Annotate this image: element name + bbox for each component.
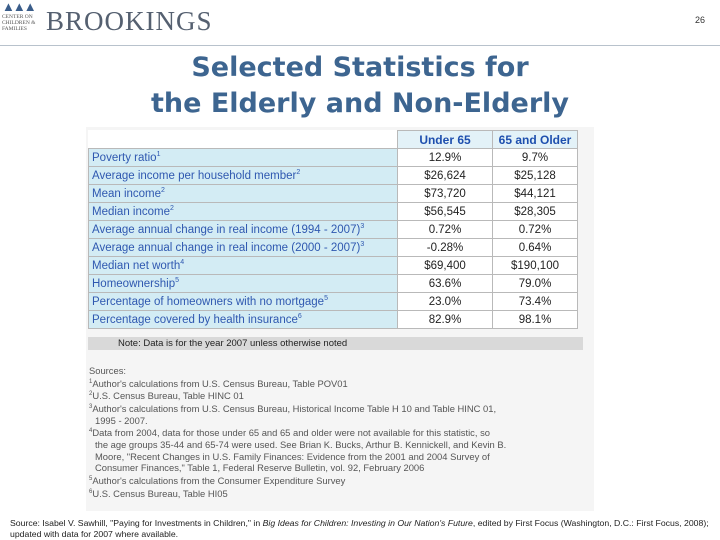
row-label-text: Percentage covered by health insurance	[92, 313, 298, 326]
people-icon: ▲▲▲	[2, 0, 35, 14]
source-text: Moore, "Recent Changes in U.S. Family Finances: Evidence from the 2001 and 2004 Survey of	[95, 450, 490, 462]
cell-under-65: $69,400	[398, 257, 493, 275]
row-source-marker: 3	[360, 241, 365, 249]
row-label-text: Median income	[92, 205, 170, 218]
row-label	[89, 275, 398, 293]
citation-suffix: , edited by First Focus (Washington, D.C.: First Focus, 2008); updated with data for 2007 where available.	[10, 518, 709, 539]
row-label	[89, 149, 398, 167]
logo-line-1: CENTER ON	[2, 14, 33, 20]
source-number: 1	[89, 378, 93, 385]
cell-65-and-older: $25,128	[493, 167, 578, 185]
cell-65-and-older: $190,100	[493, 257, 578, 275]
table-row	[89, 275, 578, 293]
row-label	[89, 257, 398, 275]
source-citation	[10, 518, 715, 540]
row-source-marker: 3	[360, 223, 365, 231]
source-line	[89, 439, 506, 451]
source-text: U.S. Census Bureau, Table HI05	[92, 487, 228, 499]
cell-65-and-older: $44,121	[493, 185, 578, 203]
cell-65-and-older: $28,305	[493, 203, 578, 221]
slide-number: 26	[694, 15, 705, 25]
cell-under-65: $26,624	[398, 167, 493, 185]
cell-under-65: $73,720	[398, 185, 493, 203]
table-row	[89, 185, 578, 203]
row-source-marker: 5	[175, 277, 180, 285]
source-number: 5	[89, 475, 93, 482]
sources-heading: Sources:	[89, 365, 126, 376]
logo-line-2: CHILDREN &	[2, 20, 36, 26]
source-number: 2	[89, 391, 93, 398]
table-row	[89, 257, 578, 275]
cell-65-and-older: 0.64%	[493, 239, 578, 257]
table-row	[89, 311, 578, 329]
table-row	[89, 203, 578, 221]
header-divider	[0, 45, 720, 46]
source-line	[89, 462, 506, 474]
row-label-text: Average income per household member	[92, 169, 297, 182]
source-text: Author's calculations from the Consumer Expenditure Survey	[92, 474, 346, 486]
cell-65-and-older: 73.4%	[493, 293, 578, 311]
sources-list	[89, 365, 506, 499]
source-number: 6	[89, 488, 93, 495]
table-row	[89, 221, 578, 239]
source-text: Author's calculations from U.S. Census Bureau, Historical Income Table H 10 and Table HINC 01,	[92, 403, 497, 415]
row-label	[89, 221, 398, 239]
cell-under-65: 12.9%	[398, 149, 493, 167]
row-label-text: Average annual change in real income (2000 - 2007)	[92, 241, 361, 254]
row-label	[89, 293, 398, 311]
column-header-65-and-older: 65 and Older	[493, 131, 578, 149]
row-source-marker: 5	[324, 295, 328, 303]
row-source-marker: 4	[180, 259, 185, 267]
brookings-wordmark: BROOKINGS	[46, 6, 213, 36]
row-label-text: Average annual change in real income (1994 - 2007)	[92, 223, 361, 236]
cell-under-65: -0.28%	[398, 239, 493, 257]
row-label-text: Percentage of homeowners with no mortgage	[92, 295, 325, 308]
row-source-marker: 2	[161, 187, 165, 195]
title-line-1: Selected Statistics for	[191, 52, 529, 83]
table-note: Note: Data is for the year 2007 unless otherwise noted	[88, 337, 583, 350]
statistics-table	[88, 130, 578, 329]
cell-under-65: 82.9%	[398, 311, 493, 329]
table-body	[89, 149, 578, 329]
column-header-under-65: Under 65	[398, 131, 493, 149]
row-label	[89, 203, 398, 221]
row-label	[89, 167, 398, 185]
title-line-2: the Elderly and Non-Elderly	[151, 88, 569, 119]
table-row	[89, 293, 578, 311]
header-blank-cell	[89, 131, 398, 149]
citation-book-title: Big Ideas for Children: Investing in Our Nation's Future	[262, 518, 473, 528]
table-row	[89, 167, 578, 185]
cell-under-65: 63.6%	[398, 275, 493, 293]
cell-65-and-older: 79.0%	[493, 275, 578, 293]
source-text: the age groups 35-44 and 65-74 were used. See Brian K. Bucks, Arthur B. Kennickell, and Kevin B.	[95, 439, 507, 451]
source-text: Author's calculations from U.S. Census Bureau, Table POV01	[92, 377, 348, 389]
source-text: Consumer Finances," Table 1, Federal Reserve Bulletin, vol. 92, February 2006	[95, 462, 425, 474]
row-label-text: Poverty ratio	[92, 151, 157, 164]
row-label	[89, 311, 398, 329]
cell-65-and-older: 98.1%	[493, 311, 578, 329]
source-line	[89, 377, 506, 390]
citation-prefix: Source: Isabel V. Sawhill, "Paying for Investments in Children," in	[10, 518, 263, 528]
source-line	[89, 487, 506, 500]
center-on-children-logo	[2, 0, 40, 44]
cell-65-and-older: 9.7%	[493, 149, 578, 167]
source-number: 3	[89, 404, 93, 411]
source-line	[89, 389, 506, 402]
source-line	[89, 474, 506, 487]
row-label-text: Homeownership	[92, 277, 176, 290]
row-label-text: Median net worth	[92, 259, 181, 272]
source-line	[89, 415, 506, 427]
source-text: 1995 - 2007.	[95, 414, 148, 426]
source-text: U.S. Census Bureau, Table HINC 01	[92, 390, 244, 402]
source-line	[89, 426, 506, 439]
table-row	[89, 149, 578, 167]
cell-under-65: 23.0%	[398, 293, 493, 311]
source-number: 4	[89, 428, 93, 435]
logo-line-3: FAMILIES	[2, 26, 27, 32]
row-source-marker: 6	[297, 313, 302, 321]
row-source-marker: 2	[296, 169, 301, 177]
source-line	[89, 402, 506, 415]
statistics-table-image	[86, 127, 594, 511]
cell-under-65: 0.72%	[398, 221, 493, 239]
row-label-text: Mean income	[92, 187, 162, 200]
slide-title	[0, 50, 720, 122]
table-header-row	[89, 131, 578, 149]
row-label	[89, 239, 398, 257]
source-text: Data from 2004, data for those under 65 and 65 and older were not available for this statistic, so	[92, 427, 490, 439]
source-line	[89, 451, 506, 463]
table-row	[89, 239, 578, 257]
row-label	[89, 185, 398, 203]
row-source-marker: 1	[156, 151, 161, 159]
row-source-marker: 2	[169, 205, 174, 213]
cell-under-65: $56,545	[398, 203, 493, 221]
cell-65-and-older: 0.72%	[493, 221, 578, 239]
